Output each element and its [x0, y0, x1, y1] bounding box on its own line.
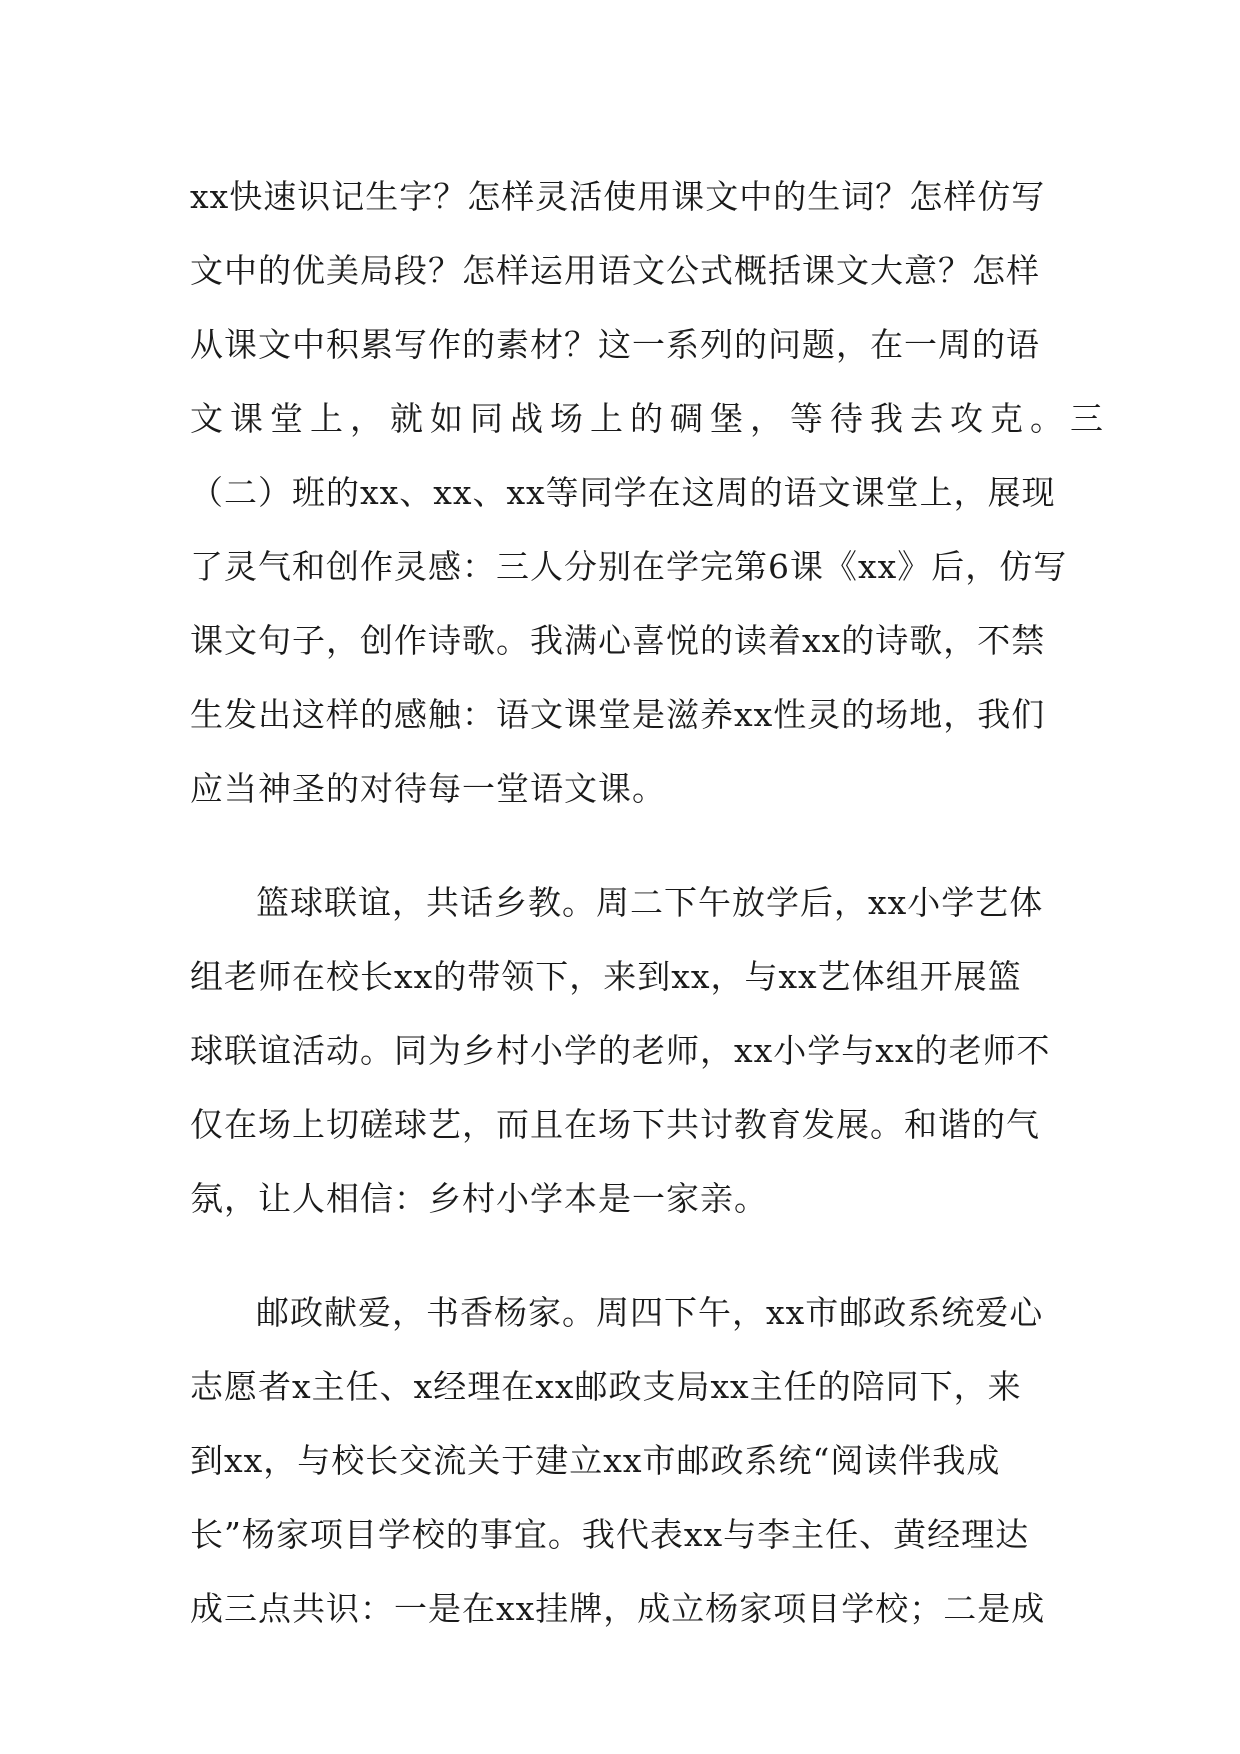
paragraph-gap: [190, 826, 1060, 866]
body-text: [190, 160, 1110, 1646]
text-line: 生发出这样的感触：语文课堂是滋养xx性灵的场地，我们: [190, 695, 1046, 734]
text-line: 志愿者x主任、x经理在xx邮政支局xx主任的陪同下，来: [190, 1367, 1022, 1406]
text-line: 长”杨家项目学校的事宜。我代表xx与李主任、黄经理达: [190, 1515, 1030, 1554]
text-line: xx快速识记生字？怎样灵活使用课文中的生词？怎样仿写: [190, 177, 1046, 216]
text-line: 文课堂上，就如同战场上的碉堡，等待我去攻克。三: [190, 399, 1110, 438]
text-line: （二）班的xx、xx、xx等同学在这周的语文课堂上，展现: [190, 473, 1056, 512]
text-line: 邮政献爱，书香杨家。周四下午，xx市邮政系统爱心: [256, 1293, 1044, 1332]
paragraph-1: [190, 160, 1110, 826]
text-line: 了灵气和创作灵感：三人分别在学完第6课《xx》后，仿写: [190, 547, 1068, 586]
text-line: 组老师在校长xx的带领下，来到xx，与xx艺体组开展篮: [190, 957, 1022, 996]
text-line: 篮球联谊，共话乡教。周二下午放学后，xx小学艺体: [256, 883, 1044, 922]
paragraph-3: [190, 1276, 1060, 1646]
paragraph-gap: [190, 1236, 1060, 1276]
text-line: 成三点共识：一是在xx挂牌，成立杨家项目学校；二是成: [190, 1589, 1046, 1628]
text-line: 氛，让人相信：乡村小学本是一家亲。: [190, 1179, 768, 1218]
text-line: 文中的优美局段？怎样运用语文公式概括课文大意？怎样: [190, 251, 1040, 290]
text-line: 从课文中积累写作的素材？这一系列的问题，在一周的语: [190, 325, 1040, 364]
text-line: 到xx，与校长交流关于建立xx市邮政系统“阅读伴我成: [190, 1441, 1001, 1480]
text-line: 应当神圣的对待每一堂语文课。: [190, 769, 666, 808]
text-line: 球联谊活动。同为乡村小学的老师，xx小学与xx的老师不: [190, 1031, 1051, 1070]
text-line: 仅在场上切磋球艺，而且在场下共讨教育发展。和谐的气: [190, 1105, 1040, 1144]
paragraph-2: [190, 866, 1060, 1236]
text-line: 课文句子，创作诗歌。我满心喜悦的读着xx的诗歌，不禁: [190, 621, 1046, 660]
